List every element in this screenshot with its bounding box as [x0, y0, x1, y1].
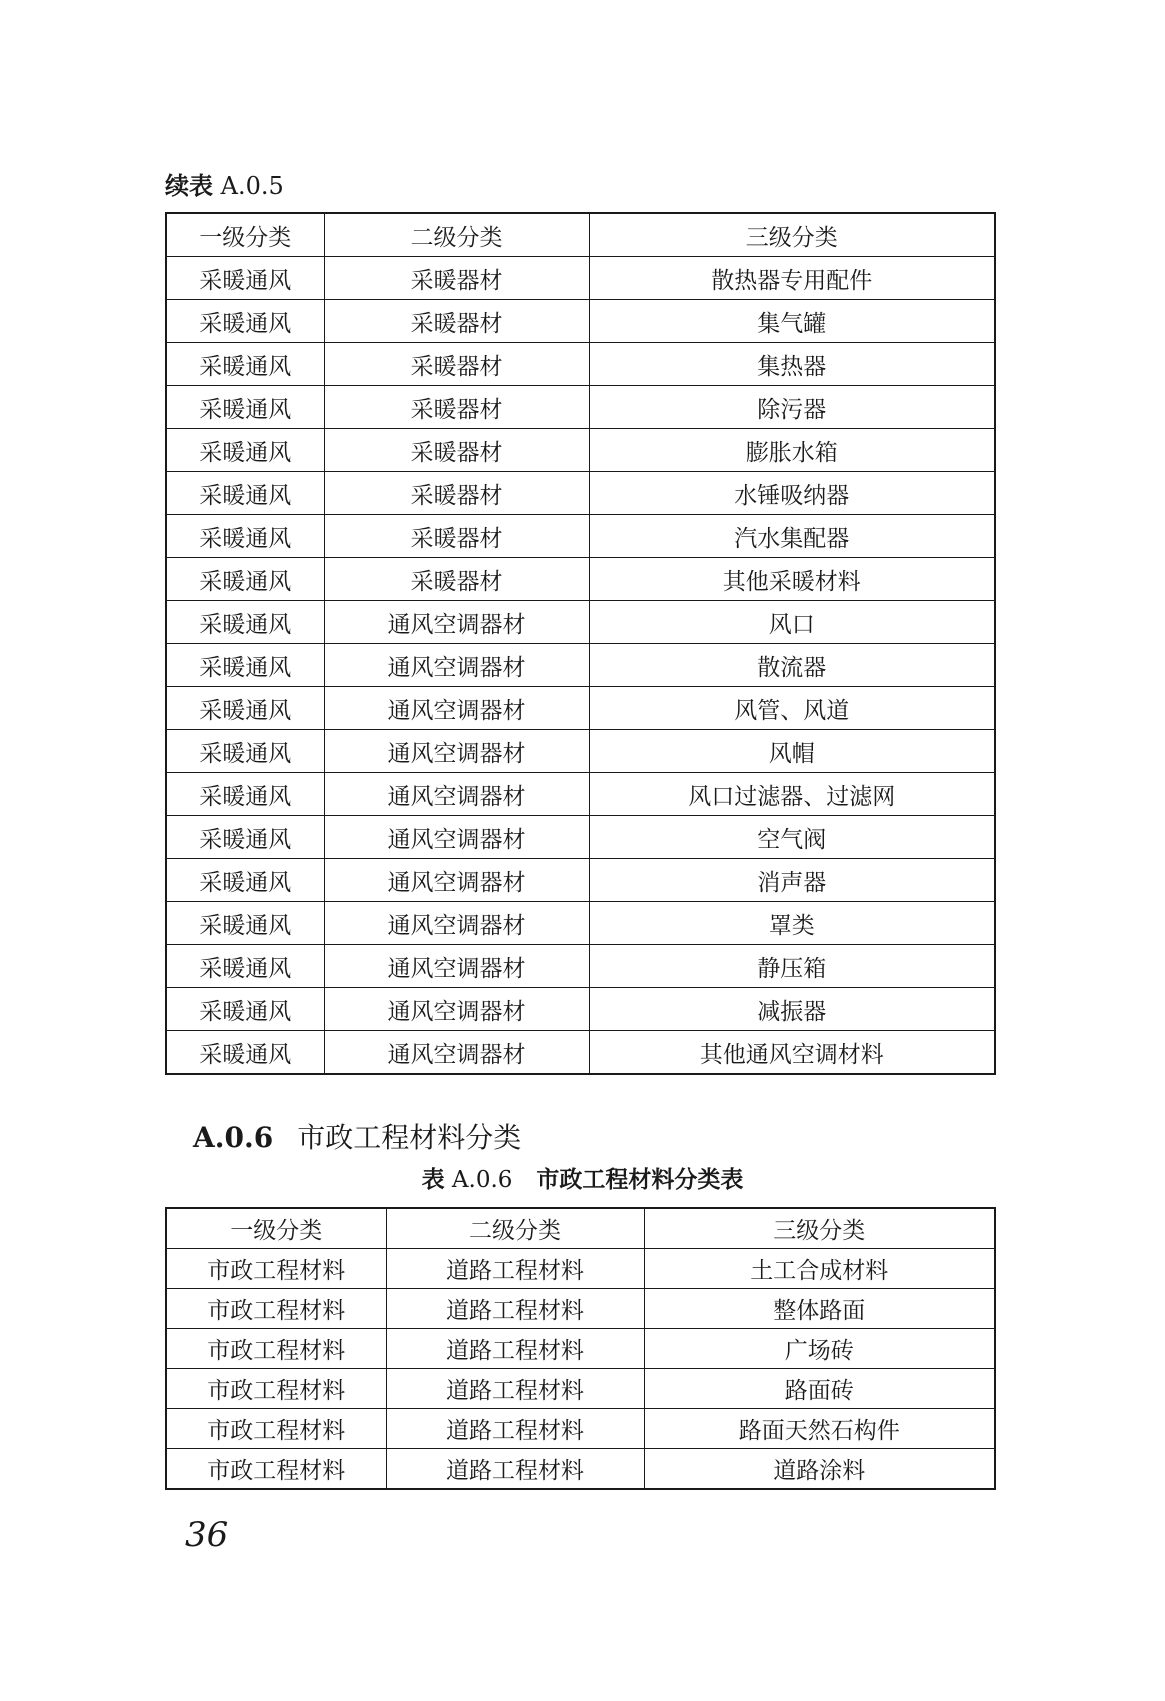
cell-level-3: 风帽 — [589, 730, 995, 773]
cell-level-3: 广场砖 — [644, 1329, 995, 1369]
table-row — [166, 386, 995, 429]
cell-level-2: 采暖器材 — [324, 386, 589, 429]
header-level-2: 二级分类 — [324, 213, 589, 257]
cell-level-1: 采暖通风 — [166, 300, 324, 343]
table-row — [166, 1249, 995, 1289]
table-row — [166, 343, 995, 386]
table-row — [166, 472, 995, 515]
cell-level-2: 通风空调器材 — [324, 644, 589, 687]
cell-level-2: 道路工程材料 — [386, 1249, 644, 1289]
cell-level-2: 通风空调器材 — [324, 988, 589, 1031]
cell-level-3: 散流器 — [589, 644, 995, 687]
cell-level-1: 市政工程材料 — [166, 1369, 386, 1409]
table-body — [166, 257, 995, 1075]
cell-level-1: 市政工程材料 — [166, 1249, 386, 1289]
cell-level-2: 道路工程材料 — [386, 1449, 644, 1490]
cell-level-3: 静压箱 — [589, 945, 995, 988]
table-row — [166, 429, 995, 472]
cell-level-1: 市政工程材料 — [166, 1449, 386, 1490]
header-level-1: 一级分类 — [166, 1208, 386, 1249]
table-row — [166, 1409, 995, 1449]
cell-level-1: 市政工程材料 — [166, 1329, 386, 1369]
table-row — [166, 945, 995, 988]
cell-level-3: 空气阀 — [589, 816, 995, 859]
cell-level-3: 风口过滤器、过滤网 — [589, 773, 995, 816]
caption-prefix: 表 — [421, 1167, 445, 1193]
cell-level-3: 整体路面 — [644, 1289, 995, 1329]
cell-level-3: 罩类 — [589, 902, 995, 945]
table-row — [166, 1369, 995, 1409]
cell-level-2: 通风空调器材 — [324, 945, 589, 988]
cell-level-1: 采暖通风 — [166, 644, 324, 687]
cell-level-2: 采暖器材 — [324, 300, 589, 343]
table-row — [166, 515, 995, 558]
cell-level-3: 汽水集配器 — [589, 515, 995, 558]
table-row — [166, 1329, 995, 1369]
cell-level-1: 采暖通风 — [166, 601, 324, 644]
table-row — [166, 773, 995, 816]
table-row — [166, 816, 995, 859]
cell-level-2: 道路工程材料 — [386, 1329, 644, 1369]
cell-level-1: 采暖通风 — [166, 816, 324, 859]
table-row — [166, 601, 995, 644]
section-heading — [193, 1118, 521, 1158]
cell-level-1: 采暖通风 — [166, 472, 324, 515]
cell-level-1: 采暖通风 — [166, 730, 324, 773]
cell-level-3: 水锤吸纳器 — [589, 472, 995, 515]
cell-level-3: 散热器专用配件 — [589, 257, 995, 300]
table-row — [166, 1449, 995, 1490]
cell-level-1: 采暖通风 — [166, 558, 324, 601]
table-row — [166, 859, 995, 902]
cell-level-3: 减振器 — [589, 988, 995, 1031]
caption-number: A.0.6 — [451, 1167, 513, 1193]
cell-level-2: 采暖器材 — [324, 515, 589, 558]
cell-level-2: 采暖器材 — [324, 343, 589, 386]
cell-level-3: 路面天然石构件 — [644, 1409, 995, 1449]
cell-level-2: 道路工程材料 — [386, 1289, 644, 1329]
cell-level-3: 土工合成材料 — [644, 1249, 995, 1289]
caption-prefix: 续表 — [165, 172, 213, 200]
cell-level-2: 通风空调器材 — [324, 816, 589, 859]
cell-level-2: 通风空调器材 — [324, 601, 589, 644]
cell-level-3: 膨胀水箱 — [589, 429, 995, 472]
cell-level-3: 风管、风道 — [589, 687, 995, 730]
municipal-material-table — [165, 1207, 996, 1490]
cell-level-1: 市政工程材料 — [166, 1289, 386, 1329]
cell-level-2: 通风空调器材 — [324, 773, 589, 816]
table-row — [166, 558, 995, 601]
cell-level-1: 采暖通风 — [166, 343, 324, 386]
cell-level-2: 通风空调器材 — [324, 1031, 589, 1075]
cell-level-1: 采暖通风 — [166, 515, 324, 558]
table-row — [166, 300, 995, 343]
cell-level-2: 采暖器材 — [324, 257, 589, 300]
cell-level-2: 通风空调器材 — [324, 730, 589, 773]
cell-level-2: 通风空调器材 — [324, 902, 589, 945]
cell-level-1: 采暖通风 — [166, 902, 324, 945]
cell-level-3: 除污器 — [589, 386, 995, 429]
cell-level-3: 其他采暖材料 — [589, 558, 995, 601]
table-caption — [0, 1163, 1165, 1197]
header-level-3: 三级分类 — [589, 213, 995, 257]
table-row — [166, 902, 995, 945]
cell-level-2: 道路工程材料 — [386, 1409, 644, 1449]
table-body — [166, 1249, 995, 1490]
table-row — [166, 1031, 995, 1075]
cell-level-3: 集热器 — [589, 343, 995, 386]
cell-level-1: 市政工程材料 — [166, 1409, 386, 1449]
cell-level-1: 采暖通风 — [166, 687, 324, 730]
table-row — [166, 730, 995, 773]
cell-level-1: 采暖通风 — [166, 386, 324, 429]
cell-level-1: 采暖通风 — [166, 945, 324, 988]
header-level-2: 二级分类 — [386, 1208, 644, 1249]
cell-level-1: 采暖通风 — [166, 257, 324, 300]
cell-level-2: 道路工程材料 — [386, 1369, 644, 1409]
cell-level-3: 消声器 — [589, 859, 995, 902]
cell-level-2: 通风空调器材 — [324, 687, 589, 730]
cell-level-2: 通风空调器材 — [324, 859, 589, 902]
cell-level-1: 采暖通风 — [166, 773, 324, 816]
cell-level-1: 采暖通风 — [166, 429, 324, 472]
cell-level-3: 其他通风空调材料 — [589, 1031, 995, 1075]
table-header-row — [166, 213, 995, 257]
page-number: 36 — [185, 1515, 229, 1555]
caption-title: 市政工程材料分类表 — [536, 1167, 744, 1193]
hvac-material-table — [165, 212, 996, 1075]
header-level-1: 一级分类 — [166, 213, 324, 257]
table-row — [166, 257, 995, 300]
cell-level-1: 采暖通风 — [166, 859, 324, 902]
cell-level-3: 路面砖 — [644, 1369, 995, 1409]
caption-number: A.0.5 — [220, 172, 284, 200]
cell-level-3: 集气罐 — [589, 300, 995, 343]
header-level-3: 三级分类 — [644, 1208, 995, 1249]
cell-level-1: 采暖通风 — [166, 1031, 324, 1075]
cell-level-2: 采暖器材 — [324, 558, 589, 601]
cell-level-2: 采暖器材 — [324, 472, 589, 515]
table-header-row — [166, 1208, 995, 1249]
section-title: 市政工程材料分类 — [297, 1121, 522, 1154]
cell-level-3: 道路涂料 — [644, 1449, 995, 1490]
table-continuation-caption — [165, 170, 284, 202]
table-row — [166, 644, 995, 687]
cell-level-3: 风口 — [589, 601, 995, 644]
cell-level-2: 采暖器材 — [324, 429, 589, 472]
cell-level-1: 采暖通风 — [166, 988, 324, 1031]
table-row — [166, 687, 995, 730]
table-row — [166, 1289, 995, 1329]
table-row — [166, 988, 995, 1031]
section-number: A.0.6 — [193, 1121, 274, 1154]
